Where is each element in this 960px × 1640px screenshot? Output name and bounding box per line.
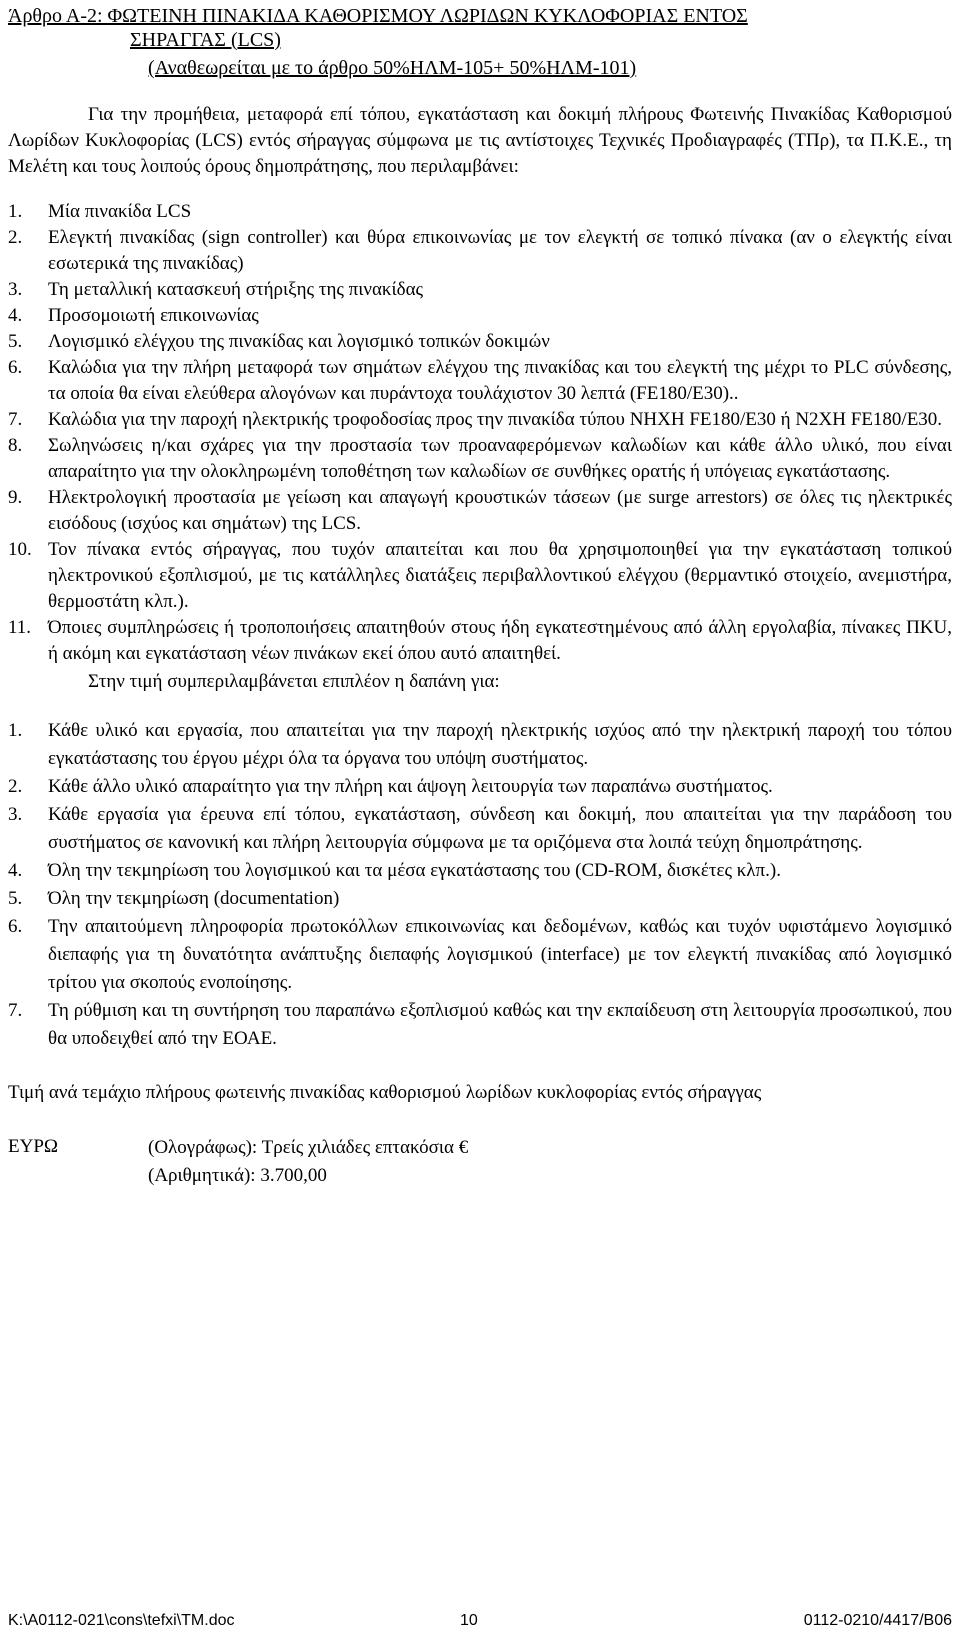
list-item-number: 4.: [8, 305, 23, 326]
article-title-line-2: ΣΗΡΑΓΓΑΣ (LCS): [130, 29, 281, 51]
list-item: [8, 913, 952, 997]
list-item: [8, 997, 952, 1053]
list-item-text: Καλώδια για την πλήρη μεταφορά των σημάτων ελέγχου της πινακίδας και του ελεγκτή της μέχρι το PLC σύνδεσης, τα οποία θα είναι ελεύθερα αλογόνων και πυράντοχα τουλάχιστον 30 λεπτά (FE180/E30)..: [48, 357, 952, 404]
list-item: [8, 537, 952, 615]
list-item: [8, 773, 952, 801]
price-block: [8, 1134, 952, 1190]
list-item-number: 5.: [8, 888, 23, 909]
price-in-numbers: (Αριθμητικά): 3.700,00: [148, 1165, 327, 1186]
article-revision-note: (Αναθεωρείται με το άρθρο 50%ΗΛΜ-105+ 50%ΗΛΜ-101): [148, 57, 637, 79]
document-page: [8, 4, 952, 1190]
list-item-text: Όποιες συμπληρώσεις ή τροποποιήσεις απαιτηθούν στους ήδη εγκατεστημένους από άλλη εργολαβία, πίνακες ΠΚU, ή ακόμη και εγκατάσταση νέων πινάκων εκεί όπου αυτό απαιτηθεί.: [48, 617, 952, 664]
list-item-number: 5.: [8, 331, 23, 352]
article-title-line-1: Άρθρο Α-2: ΦΩΤΕΙΝΗ ΠΙΝΑΚΙΔΑ ΚΑΘΟΡΙΣΜΟΥ ΛΩΡΙΔΩΝ ΚΥΚΛΟΦΟΡΙΑΣ ΕΝΤΟΣ: [8, 5, 748, 27]
list-item-number: 9.: [8, 487, 23, 508]
list-item-number: 2.: [8, 227, 23, 248]
list-item-number: 2.: [8, 776, 23, 797]
list-item-text: Κάθε υλικό και εργασία, που απαιτείται για την παροχή ηλεκτρικής ισχύος από την ηλεκτρική παροχή του τόπου εγκατάστασης του έργου μέχρι όλα τα όργανα του υπόψη συστήματος.: [48, 720, 952, 769]
list-item: [8, 277, 952, 303]
list-item-text: Όλη την τεκμηρίωση του λογισμικού και τα μέσα εγκατάστασης του (CD-ROM, δισκέτες κλπ.).: [48, 860, 781, 881]
list-item: [8, 329, 952, 355]
list-item-number: 6.: [8, 916, 23, 937]
list-item-text: Κάθε άλλο υλικό απαραίτητο για την πλήρη και άψογη λειτουργία των παραπάνω συστήματος.: [48, 776, 773, 797]
list-item-text: Όλη την τεκμηρίωση (documentation): [48, 888, 340, 909]
price-in-words: (Ολογράφως): Τρείς χιλιάδες επτακόσια €: [148, 1137, 469, 1158]
intro-paragraph: Για την προμήθεια, μεταφορά επί τόπου, εγκατάσταση και δοκιμή πλήρους Φωτεινής Πινακίδας Καθορισμού Λωρίδων Κυκλοφορίας (LCS) εντός σήραγγας σύμφωνα με τις αντίστοιχες Τεχνικές Προδιαγραφές (ΤΠρ), τα Π.Κ.Ε., τη Μελέτη και τους λοιπούς όρους δημοπράτησης, που περιλαμβάνει:: [8, 104, 952, 177]
list-item-number: 11.: [8, 617, 32, 638]
page-footer: [8, 1608, 952, 1634]
list-item-text: Λογισμικό ελέγχου της πινακίδας και λογισμικό τοπικών δοκιμών: [48, 331, 550, 352]
list-item-number: 8.: [8, 435, 23, 456]
list-item-text: Την απαιτούμενη πληροφορία πρωτοκόλλων επικοινωνίας και δεδομένων, καθώς και τυχόν υφιστάμενο λογισμικό διεπαφής για τη δυνατότητα ανάπτυξης διεπαφής λογισμικού (interface) με τον ελεγκτή πινακίδας από λογισμικό τρίτου για σκοπούς ενοποίησης.: [48, 916, 952, 993]
list-item-text: Κάθε εργασία για έρευνα επί τόπου, εγκατάσταση, σύνδεση και δοκιμή, που απαιτείται για την παράδοση του συστήματος σε κανονική και πλήρη λειτουργία σύμφωνα με τα οριζόμενα στα λοιπά τεύχη δημοπράτησης.: [48, 804, 952, 853]
extra-items-list: [8, 717, 952, 1053]
footer-document-code: 0112-0210/4417/B06: [803, 1612, 952, 1629]
list-item: [8, 857, 952, 885]
list-item: [8, 885, 952, 913]
list-item-text: Προσομοιωτή επικοινωνίας: [48, 305, 259, 326]
list-item-text: Τον πίνακα εντός σήραγγας, που τυχόν απαιτείται και που θα χρησιμοποιηθεί για την εγκατάσταση τοπικού ηλεκτρονικού εξοπλισμού, με τις κατάλληλες διατάξεις περιβαλλοντικού ελέγχου (θερμαντικό στοιχείο, ανεμιστήρα, θερμοστάτη κλπ.).: [48, 539, 952, 612]
list-item-text: Καλώδια για την παροχή ηλεκτρικής τροφοδοσίας προς την πινακίδα τύπου NHXH FE180/E30 ή N2XH FE180/E30.: [48, 409, 943, 430]
list-item-number: 10.: [8, 539, 32, 560]
list-item: [8, 717, 952, 773]
footer-page-number: 10: [460, 1612, 478, 1629]
list-item: [8, 433, 952, 485]
list-item-text: Σωληνώσεις η/και σχάρες για την προστασία των προαναφερόμενων καλωδίων και κάθε άλλο υλικό, που είναι απαραίτητο για την ολοκληρωμένη τοποθέτηση των καλωδίων σε συνθήκες ορατής ή υπόγειας εγκατάστασης.: [48, 435, 952, 482]
list-item-number: 3.: [8, 279, 23, 300]
list-item-number: 3.: [8, 804, 23, 825]
list-item-number: 4.: [8, 860, 23, 881]
footer-file-path: K:\A0112-021\cons\tefxi\TM.doc: [8, 1612, 235, 1629]
list-item-text: Μία πινακίδα LCS: [48, 201, 192, 222]
price-description: Τιμή ανά τεμάχιο πλήρους φωτεινής πινακίδας καθορισμού λωρίδων κυκλοφορίας εντός σήραγγας: [8, 1082, 762, 1103]
list-item: [8, 615, 952, 667]
currency-label: ΕΥΡΩ: [8, 1136, 59, 1157]
list-item-number: 7.: [8, 1000, 23, 1021]
list-item-text: Ηλεκτρολογική προστασία με γείωση και απαγωγή κρουστικών τάσεων (με surge arrestors) σε όλες τις ηλεκτρικές εισόδους (ισχύος και σημάτων) της LCS.: [48, 487, 952, 534]
list-item: [8, 225, 952, 277]
list-item: [8, 303, 952, 329]
list-item: [8, 199, 952, 225]
list-item-text: Ελεγκτή πινακίδας (sign controller) και θύρα επικοινωνίας με τον ελεγκτή σε τοπικό πίνακα (αν ο ελεγκτής είναι εσωτερικά της πινακίδας): [48, 227, 952, 274]
list-item-text: Τη μεταλλική κατασκευή στήριξης της πινακίδας: [48, 279, 424, 300]
list-item-text: Τη ρύθμιση και τη συντήρηση του παραπάνω εξοπλισμού καθώς και την εκπαίδευση στη λειτουργία προσωπικού, που θα υποδειχθεί από την ΕΟΑΕ.: [48, 1000, 952, 1049]
list-item-number: 1.: [8, 720, 23, 741]
list-item: [8, 801, 952, 857]
included-items-list: [8, 199, 952, 667]
list-item: [8, 407, 952, 433]
list-item-number: 1.: [8, 201, 23, 222]
list-item: [8, 485, 952, 537]
list-item-number: 6.: [8, 357, 23, 378]
list-item: [8, 355, 952, 407]
list-item-number: 7.: [8, 409, 23, 430]
also-included-heading: Στην τιμή συμπεριλαμβάνεται επιπλέον η δαπάνη για:: [88, 671, 500, 692]
